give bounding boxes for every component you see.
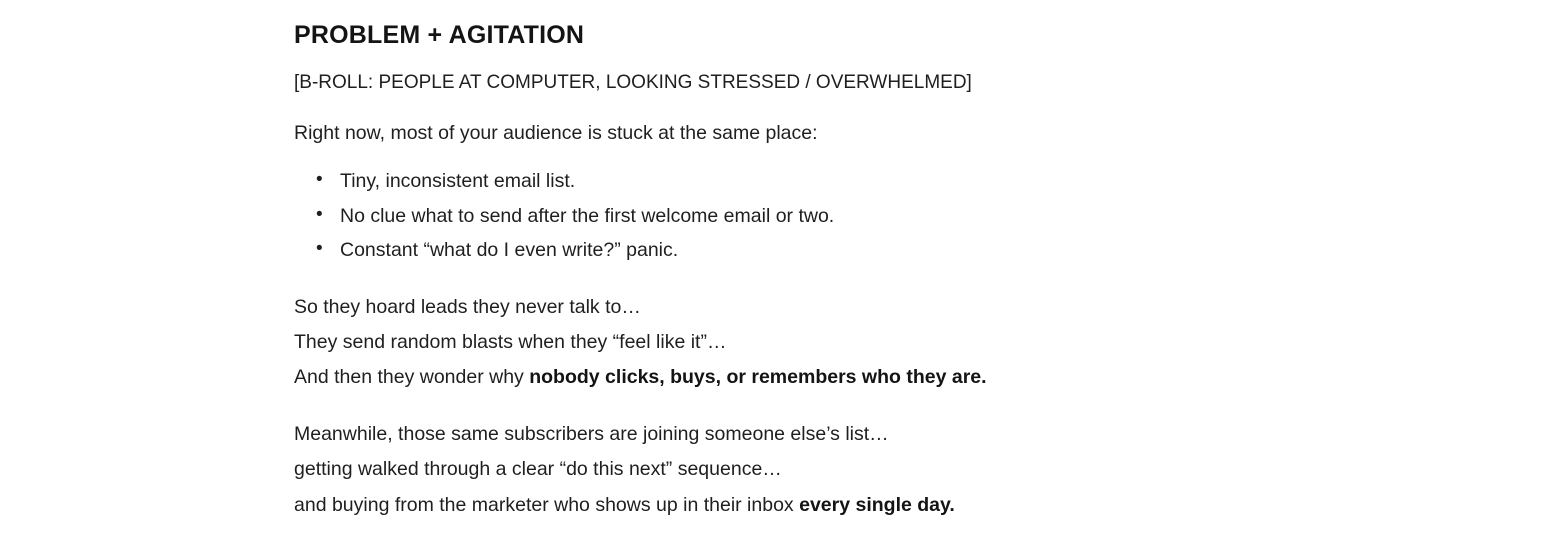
list-item-label: Constant “what do I even write?” panic. — [340, 239, 679, 262]
list-item — [340, 233, 1394, 268]
list-item-label: No clue what to send after the first welcome email or two. — [340, 204, 835, 227]
intro-paragraph: Right now, most of your audience is stuck at the same place: — [294, 121, 818, 144]
contrast-line-3 — [294, 488, 1394, 523]
broll-direction-note: [B-ROLL: PEOPLE AT COMPUTER, LOOKING STRESSED / OVERWHELMED] — [294, 72, 972, 93]
contrast-line-2: getting walked through a clear “do this next” sequence… — [294, 458, 782, 481]
list-item-label: Tiny, inconsistent email list. — [340, 169, 576, 192]
list-item — [340, 164, 1394, 199]
agitation-line-3 — [294, 360, 1394, 395]
document-body — [294, 0, 1394, 523]
agitation-line-3-text: And then they wonder why — [294, 366, 530, 389]
agitation-line-2: They send random blasts when they “feel like it”… — [294, 331, 727, 354]
agitation-line-3-emphasis: nobody clicks, buys, or remembers who they are. — [529, 366, 987, 389]
problem-bullet-list — [294, 164, 1394, 268]
page-title: PROBLEM + AGITATION — [294, 21, 585, 49]
agitation-block-two — [294, 417, 1394, 522]
agitation-line-1: So they hoard leads they never talk to… — [294, 296, 641, 319]
contrast-line-3-emphasis: every single day. — [799, 493, 955, 516]
list-item — [340, 199, 1394, 234]
agitation-block-one — [294, 290, 1394, 395]
contrast-line-1: Meanwhile, those same subscribers are joining someone else’s list… — [294, 423, 889, 446]
contrast-line-3-text: and buying from the marketer who shows up in their inbox — [294, 493, 800, 516]
